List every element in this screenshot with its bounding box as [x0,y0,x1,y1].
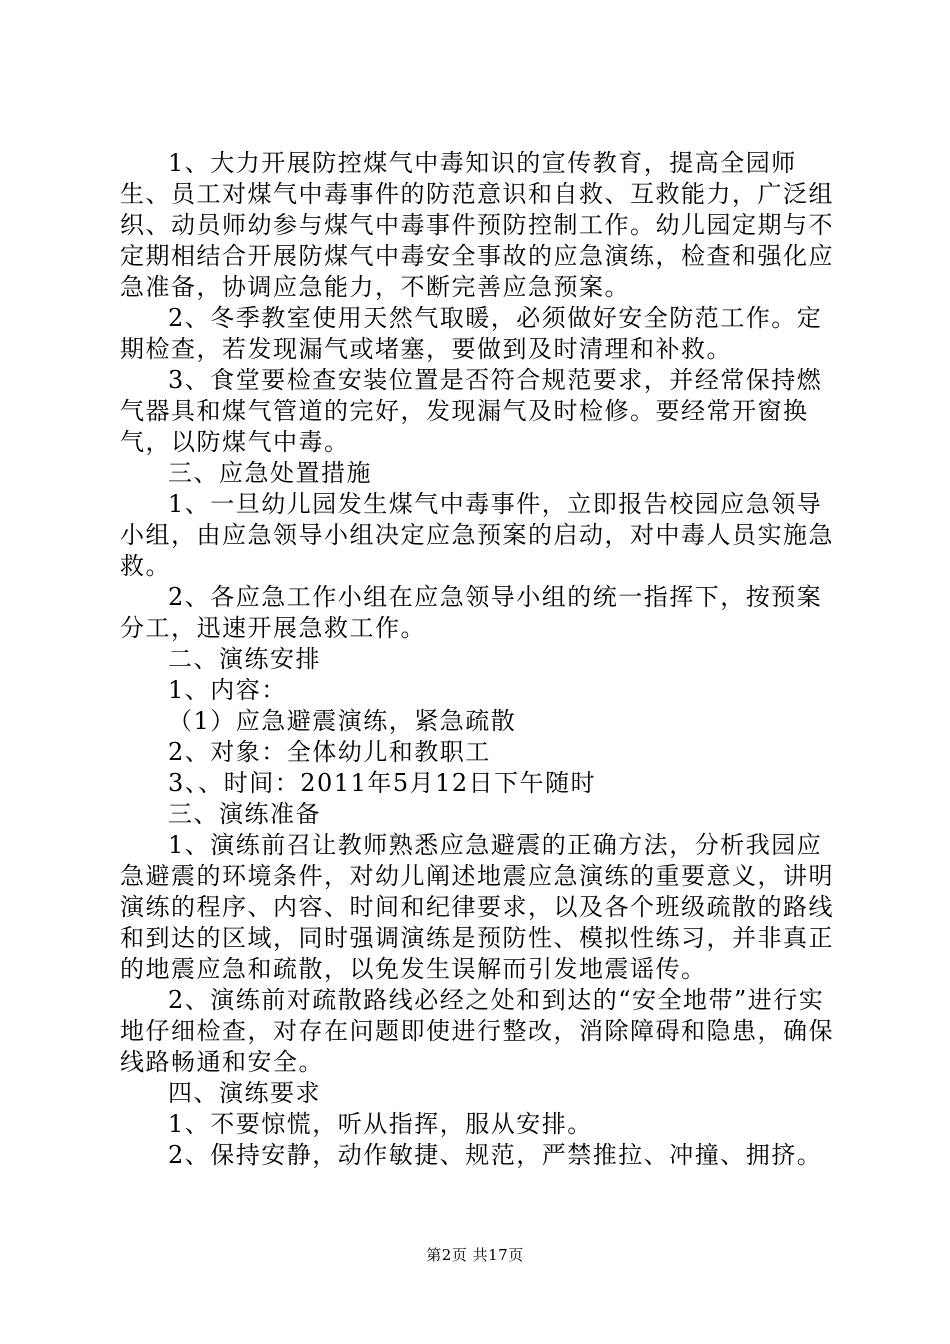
requirement-2: 2、保持安静，动作敏捷、规范，严禁推拉、冲撞、拥挤。 [168,1141,823,1169]
section-heading-drill-arrangement: 二、演练安排 [168,645,321,673]
drill-time: 3、、时间：2011年5月12日下午随时 [168,769,597,797]
drill-content-item: （1）应急避震演练，紧急疏散 [168,707,517,735]
section-heading-drill-requirements: 四、演练要求 [168,1079,321,1107]
paragraph-3: 3、食堂要检查安装位置是否符合规范要求，并经常保持燃气器具和煤气管道的完好，发现漏气及时检修。要经常开窗换气，以防煤气中毒。 [120,366,823,456]
paragraph-7: 2、演练前对疏散路线必经之处和到达的“安全地带”进行实地仔细检查，对存在问题即使进行整改，消除障碍和隐患，确保线路畅通和安全。 [120,986,834,1076]
page-footer: 第2页 共17页 [426,1246,524,1264]
section-heading-drill-preparation: 三、演练准备 [168,800,321,828]
drill-content-label: 1、内容： [168,676,287,704]
section-heading-emergency-measures: 三、应急处置措施 [168,459,372,487]
paragraph-1: 1、大力开展防控煤气中毒知识的宣传教育，提高全园师生、员工对煤气中毒事件的防范意识和自救、互救能力，广泛组织、动员师幼参与煤气中毒事件预防控制工作。幼儿园定期与不定期相结合开展防煤气中毒安全事故的应急演练，检查和强化应急准备，协调应急能力，不断完善应急预案。 [120,149,834,301]
paragraph-5: 2、各应急工作小组在应急领导小组的统一指挥下，按预案分工，迅速开展急救工作。 [120,583,823,642]
drill-target: 2、对象：全体幼儿和教职工 [168,738,491,766]
paragraph-4: 1、一旦幼儿园发生煤气中毒事件，立即报告校园应急领导小组，由应急领导小组决定应急预案的启动，对中毒人员实施急救。 [120,490,834,580]
requirement-1: 1、不要惊慌，听从指挥，服从安排。 [168,1110,593,1138]
paragraph-6: 1、演练前召让教师熟悉应急避震的正确方法，分析我园应急避震的环境条件，对幼儿阐述地震应急演练的重要意义，讲明演练的程序、内容、时间和纪律要求，以及各个班级疏散的路线和到达的区域，同时强调演练是预防性、模拟性练习，并非真正的地震应急和疏散，以免发生误解而引发地震谣传。 [120,831,834,983]
paragraph-2: 2、冬季教室使用天然气取暖，必须做好安全防范工作。定期检查，若发现漏气或堵塞，要做到及时清理和补救。 [120,304,823,363]
document-body [120,148,840,1171]
